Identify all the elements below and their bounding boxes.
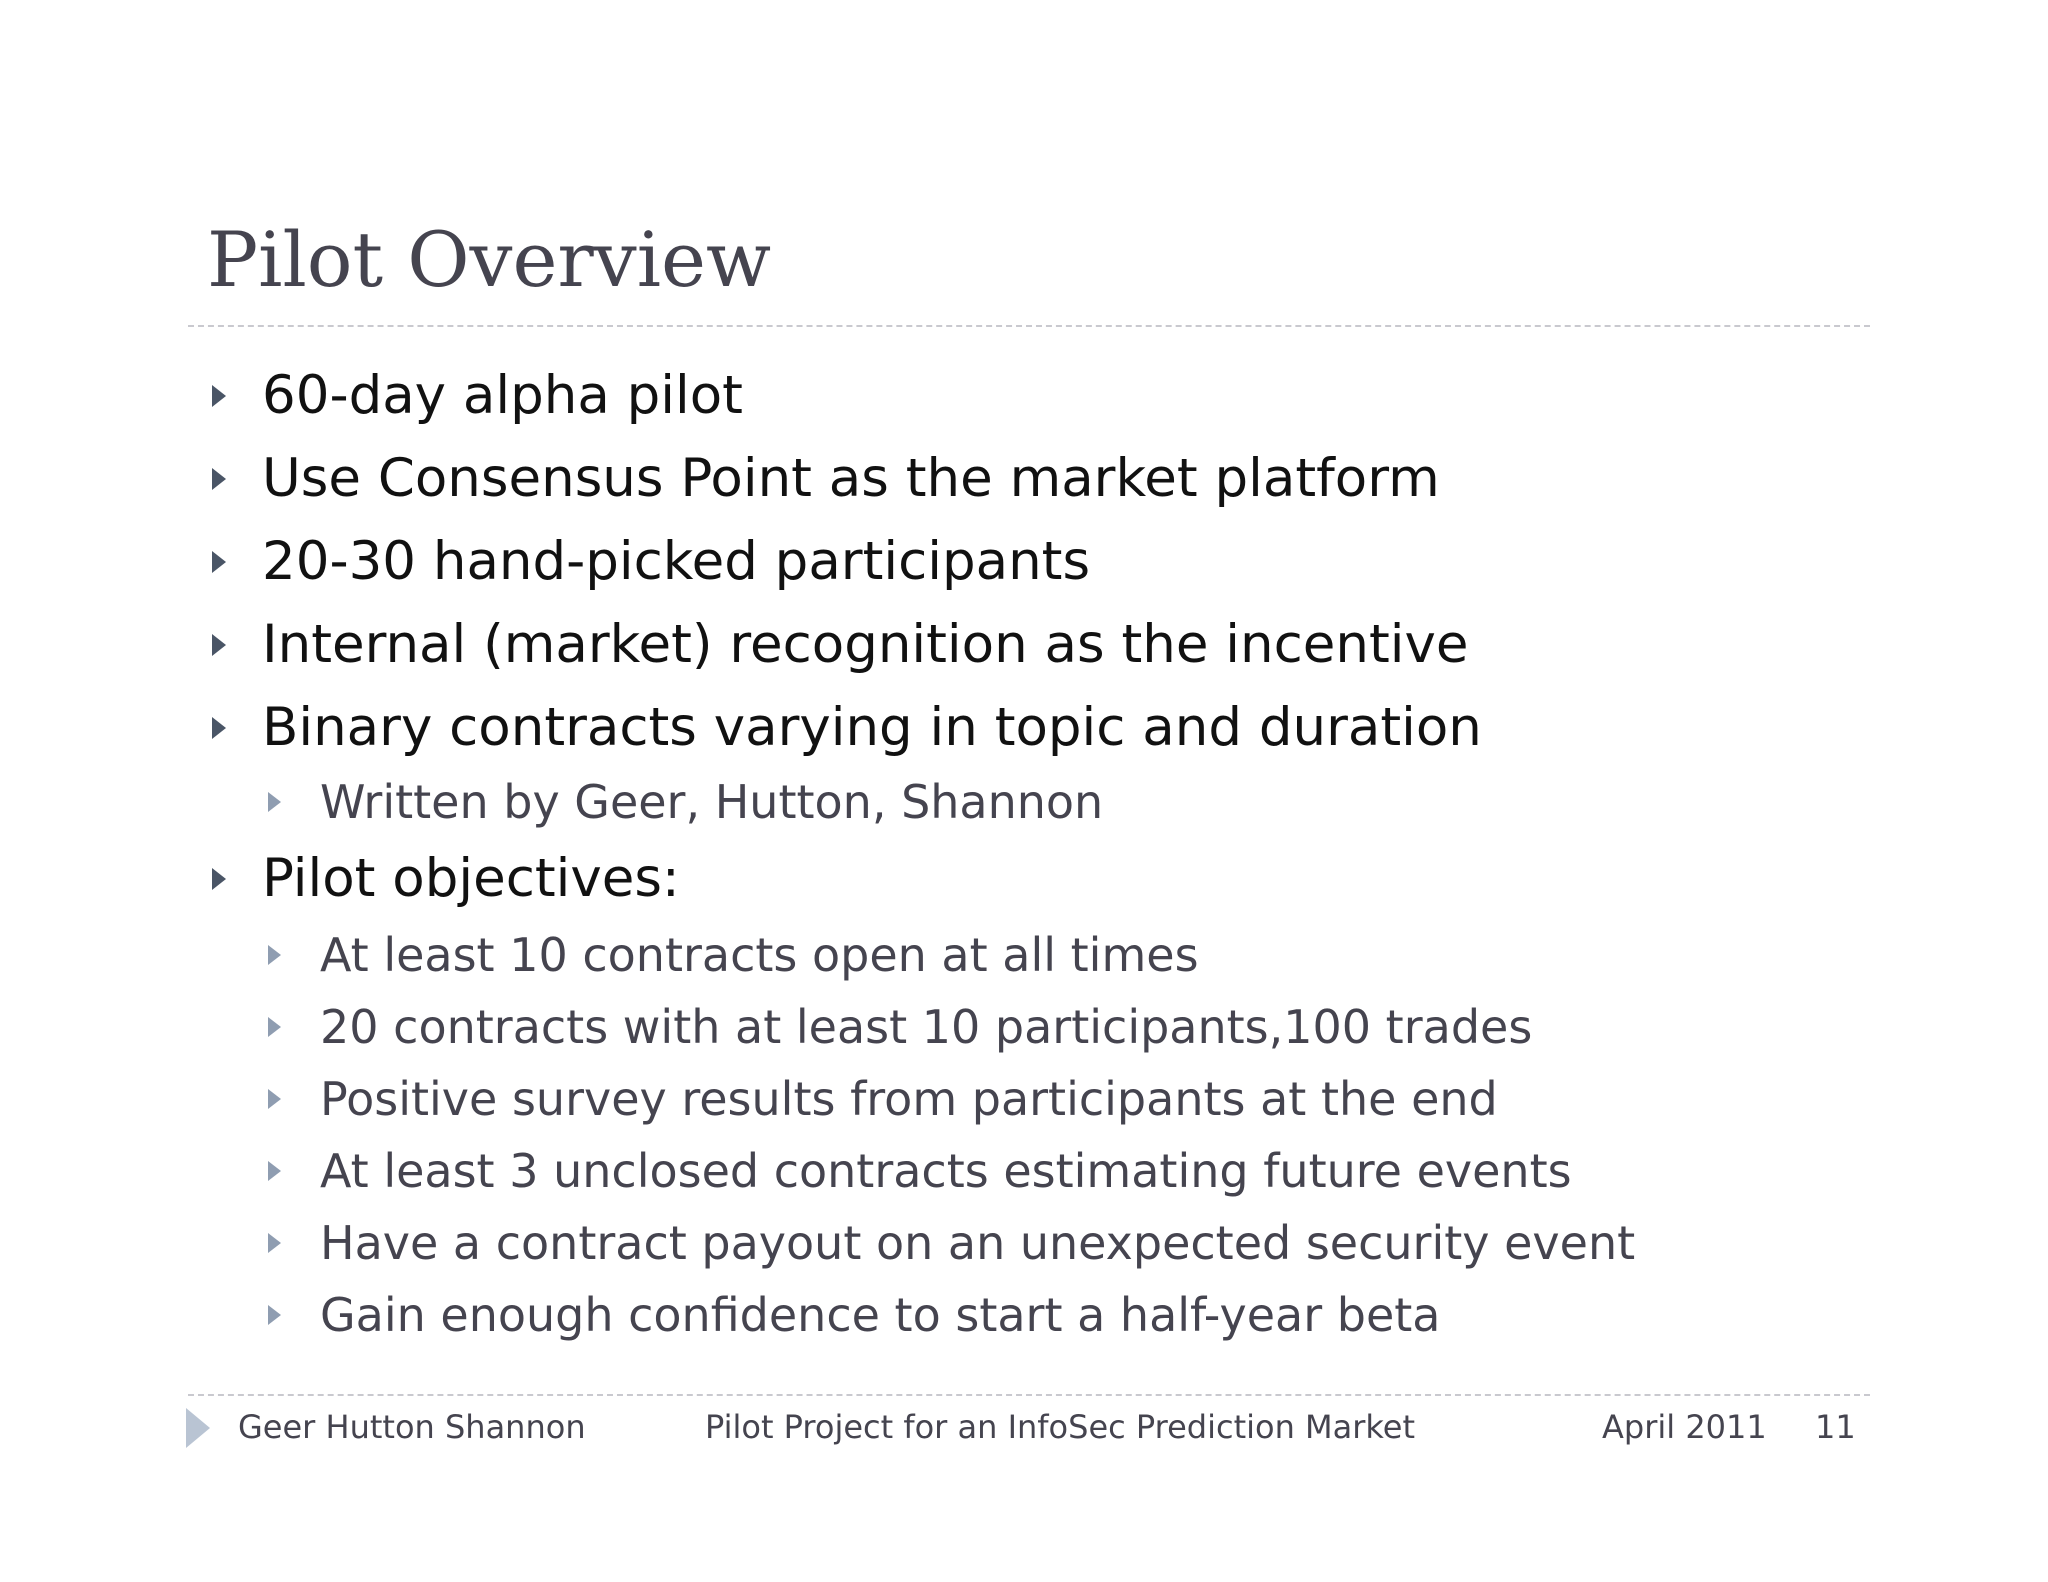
sub-bullet-item	[320, 775, 1103, 829]
sub-bullet-text: Gain enough confidence to start a half-year beta	[320, 1288, 1441, 1342]
footer-divider	[188, 1394, 1870, 1396]
sub-bullet-text: Written by Geer, Hutton, Shannon	[320, 775, 1104, 829]
sub-bullet-arrow-icon	[268, 945, 281, 965]
footer-date: April 2011	[1602, 1408, 1767, 1446]
sub-bullet-text: At least 10 contracts open at all times	[320, 928, 1199, 982]
footer-triangle-icon	[186, 1408, 210, 1448]
bullet-text: Binary contracts varying in topic and duration	[262, 697, 1482, 758]
sub-bullet-arrow-icon	[268, 792, 281, 812]
sub-bullet-text: Positive survey results from participants at the end	[320, 1072, 1498, 1126]
bullet-arrow-icon	[212, 634, 226, 656]
bullet-arrow-icon	[212, 468, 226, 490]
bullet-item	[262, 614, 1468, 675]
footer-authors: Geer Hutton Shannon	[238, 1408, 586, 1446]
bullet-item	[262, 531, 1090, 592]
bullet-text: Use Consensus Point as the market platform	[262, 448, 1440, 509]
sub-bullet-item	[320, 1216, 1635, 1270]
sub-bullet-arrow-icon	[268, 1233, 281, 1253]
bullet-arrow-icon	[212, 385, 226, 407]
page-number: 11	[1815, 1408, 1856, 1446]
sub-bullet-arrow-icon	[268, 1161, 281, 1181]
sub-bullet-item	[320, 928, 1199, 982]
sub-bullet-item	[320, 1144, 1572, 1198]
bullet-item	[262, 365, 743, 426]
sub-bullet-item	[320, 1288, 1441, 1342]
bullet-item	[262, 697, 1482, 758]
bullet-text: 20-30 hand-picked participants	[262, 531, 1091, 592]
bullet-arrow-icon	[212, 868, 226, 890]
bullet-item	[262, 848, 680, 909]
sub-bullet-text: At least 3 unclosed contracts estimating future events	[320, 1144, 1572, 1198]
slide-title: Pilot Overview	[207, 215, 772, 304]
sub-bullet-item	[320, 1072, 1498, 1126]
sub-bullet-item	[320, 1000, 1532, 1054]
sub-bullet-arrow-icon	[268, 1305, 281, 1325]
bullet-text: Pilot objectives:	[262, 848, 680, 909]
bullet-text: Internal (market) recognition as the incentive	[262, 614, 1469, 675]
sub-bullet-arrow-icon	[268, 1089, 281, 1109]
bullet-arrow-icon	[212, 551, 226, 573]
bullet-text: 60-day alpha pilot	[262, 365, 743, 426]
bullet-arrow-icon	[212, 717, 226, 739]
bullet-item	[262, 448, 1440, 509]
footer-project-title: Pilot Project for an InfoSec Prediction Market	[705, 1408, 1416, 1446]
sub-bullet-text: Have a contract payout on an unexpected security event	[320, 1216, 1636, 1270]
sub-bullet-arrow-icon	[268, 1017, 281, 1037]
sub-bullet-text: 20 contracts with at least 10 participants,100 trades	[320, 1000, 1533, 1054]
